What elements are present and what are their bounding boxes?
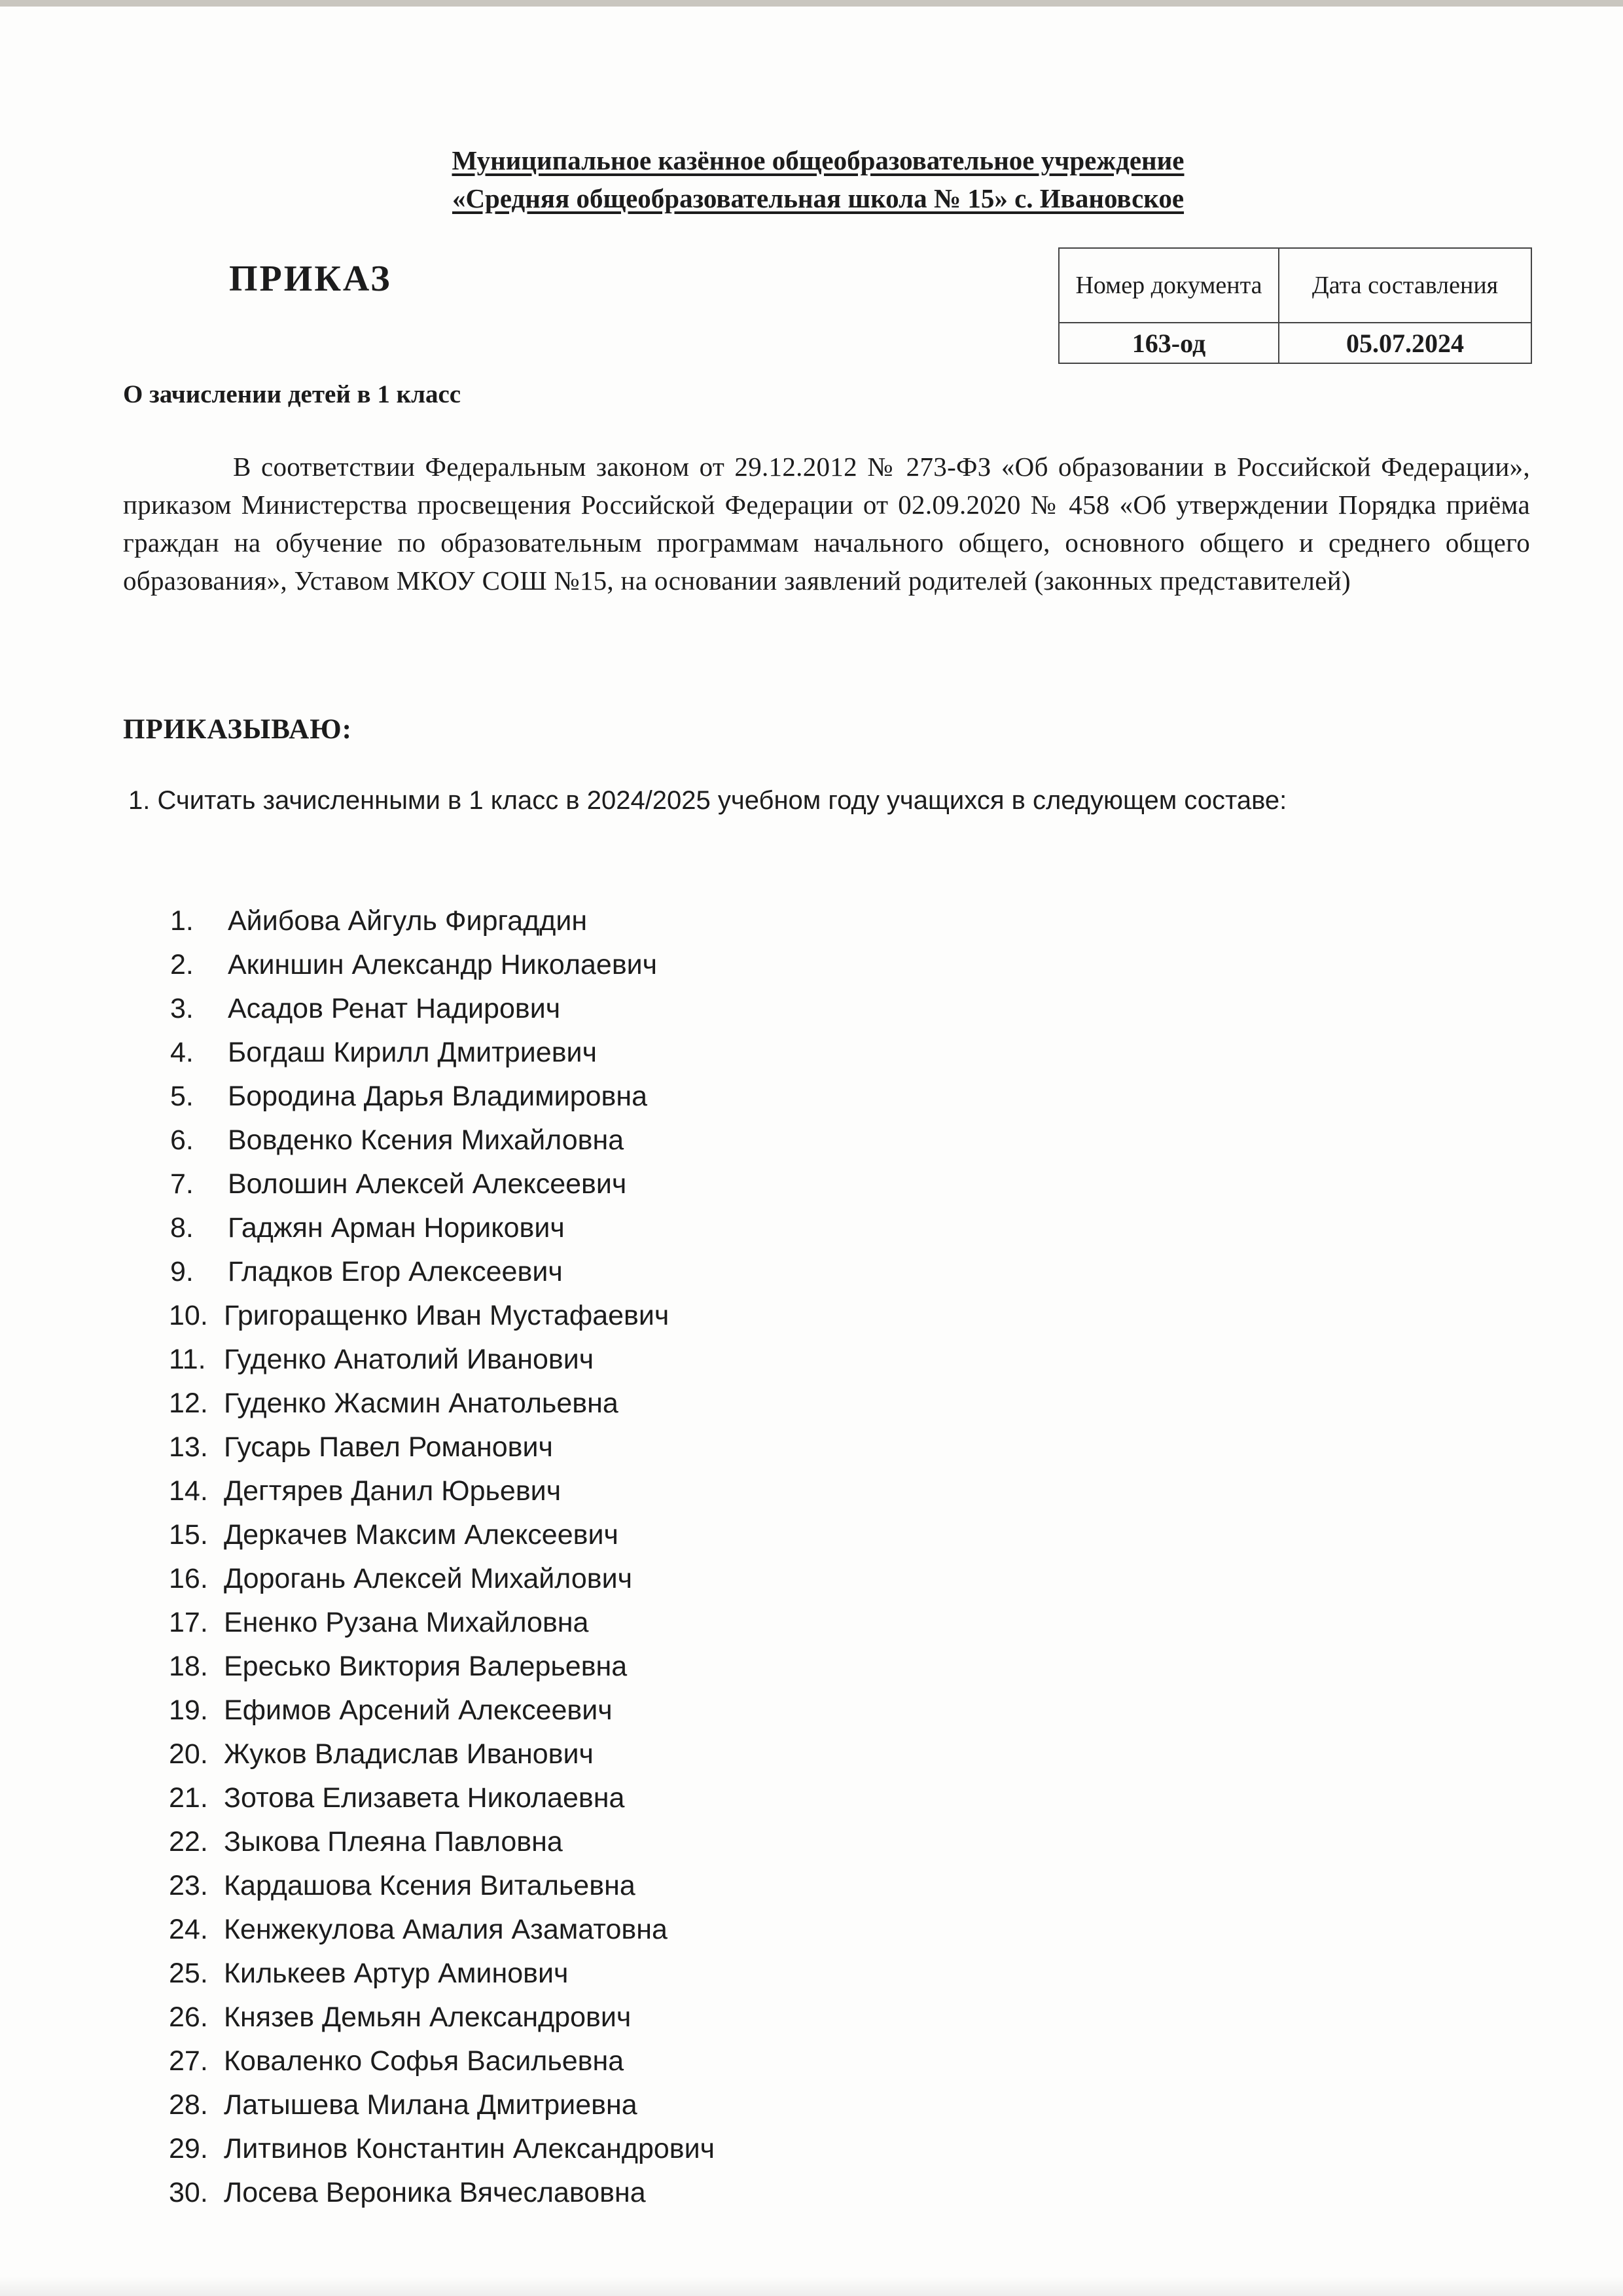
list-item-number: 16. xyxy=(169,1563,208,1594)
preamble-paragraph: В соответствии Федеральным законом от 29.12.2012 № 273-ФЗ «Об образовании в Российской Федерации», приказом Министерства просвещения Российской Федерации от 02.09.2020 № 458 «Об утверждении Порядка приёма граждан на обучение по образовательным программам начального общего, основного общего и среднего общего образования», Уставом МКОУ СОШ №15, на основании заявлений родителей (законных представителей) xyxy=(123,452,1530,596)
student-name: Жуков Владислав Иванович xyxy=(224,1738,594,1770)
student-name: Бородина Дарья Владимировна xyxy=(228,1081,648,1112)
list-item-number: 20. xyxy=(169,1738,208,1770)
student-name: Зыкова Плеяна Павловна xyxy=(224,1826,563,1857)
list-item-number: 11. xyxy=(169,1344,206,1375)
student-name: Гаджян Арман Норикович xyxy=(228,1212,565,1244)
list-item-number: 4. xyxy=(170,1037,194,1068)
document-date-label: Дата составления xyxy=(1279,248,1531,323)
list-item-number: 23. xyxy=(169,1870,208,1901)
list-item-number: 2. xyxy=(170,949,194,980)
list-item-number: 24. xyxy=(169,1914,208,1945)
document-details-table xyxy=(1058,247,1532,364)
document-date-value: 05.07.2024 xyxy=(1279,323,1531,363)
list-item-number: 6. xyxy=(170,1124,194,1156)
list-item-number: 15. xyxy=(169,1519,208,1551)
student-name: Гусарь Павел Романович xyxy=(224,1431,553,1463)
student-name: Зотова Елизавета Николаевна xyxy=(224,1782,625,1814)
student-name: Ененко Рузана Михайловна xyxy=(224,1607,589,1638)
student-name: Дегтярев Данил Юрьевич xyxy=(224,1475,562,1507)
list-item-number: 9. xyxy=(170,1256,194,1287)
list-item-number: 14. xyxy=(169,1475,208,1507)
student-name: Вовденко Ксения Михайловна xyxy=(228,1124,624,1156)
student-name: Кенжекулова Амалия Азаматовна xyxy=(224,1914,668,1945)
student-name: Коваленко Софья Васильевна xyxy=(224,2045,624,2077)
list-item-number: 7. xyxy=(170,1168,194,1200)
list-item-number: 10. xyxy=(169,1300,208,1331)
list-item-number: 17. xyxy=(169,1607,208,1638)
student-name: Асадов Ренат Надирович xyxy=(228,993,561,1024)
organization-header xyxy=(314,141,1322,217)
order-subject: О зачислении детей в 1 класс xyxy=(123,380,461,408)
list-item-number: 18. xyxy=(169,1651,208,1682)
student-name: Ефимов Арсений Алексеевич xyxy=(224,1695,613,1726)
document-number-label: Номер документа xyxy=(1059,248,1279,323)
student-name: Лосева Вероника Вячеславовна xyxy=(224,2177,646,2208)
list-item-number: 21. xyxy=(169,1782,208,1814)
student-name: Волошин Алексей Алексеевич xyxy=(228,1168,627,1200)
student-name: Дорогань Алексей Михайлович xyxy=(224,1563,633,1594)
student-name: Кардашова Ксения Витальевна xyxy=(224,1870,635,1901)
student-name: Гладков Егор Алексеевич xyxy=(228,1256,563,1287)
list-item-number: 12. xyxy=(169,1388,208,1419)
document-number-value: 163-од xyxy=(1059,323,1279,363)
list-item-number: 1. xyxy=(170,905,194,937)
student-name: Князев Демьян Александрович xyxy=(224,2001,632,2033)
list-item-number: 3. xyxy=(170,993,194,1024)
student-name: Ересько Виктория Валерьевна xyxy=(224,1651,628,1682)
decree-heading: ПРИКАЗЫВАЮ: xyxy=(123,714,353,745)
list-item-number: 13. xyxy=(169,1431,208,1463)
clause-1: 1. Считать зачисленными в 1 класс в 2024/2025 учебном году учащихся в следующем составе: xyxy=(128,786,1287,815)
scan-bottom-edge xyxy=(0,2276,1623,2296)
list-item-number: 19. xyxy=(169,1695,208,1726)
student-name: Гуденко Анатолий Иванович xyxy=(224,1344,594,1375)
list-item-number: 8. xyxy=(170,1212,194,1244)
list-item-number: 5. xyxy=(170,1081,194,1112)
student-name: Деркачев Максим Алексеевич xyxy=(224,1519,618,1551)
list-item-number: 28. xyxy=(169,2089,208,2121)
student-name: Богдаш Кирилл Дмитриевич xyxy=(228,1037,597,1068)
student-name: Айибова Айгуль Фиргаддин xyxy=(228,905,588,937)
list-item-number: 30. xyxy=(169,2177,208,2208)
student-name: Литвинов Константин Александрович xyxy=(224,2133,715,2164)
scan-edge xyxy=(0,0,1623,7)
student-name: Григоращенко Иван Мустафаевич xyxy=(224,1300,669,1331)
list-item-number: 22. xyxy=(169,1826,208,1857)
document-title: ПРИКАЗ xyxy=(229,259,392,299)
list-item-number: 26. xyxy=(169,2001,208,2033)
student-name: Латышева Милана Дмитриевна xyxy=(224,2089,637,2121)
student-name: Килькеев Артур Аминович xyxy=(224,1958,569,1989)
list-item-number: 27. xyxy=(169,2045,208,2077)
organization-name-line-2: «Средняя общеобразовательная школа № 15» с. Ивановское xyxy=(452,183,1185,213)
list-item-number: 29. xyxy=(169,2133,208,2164)
list-item-number: 25. xyxy=(169,1958,208,1989)
student-name: Гуденко Жасмин Анатольевна xyxy=(224,1388,618,1419)
organization-name-line-1: Муниципальное казённое общеобразовательное учреждение xyxy=(452,145,1185,175)
student-name: Акиншин Александр Николаевич xyxy=(228,949,658,980)
